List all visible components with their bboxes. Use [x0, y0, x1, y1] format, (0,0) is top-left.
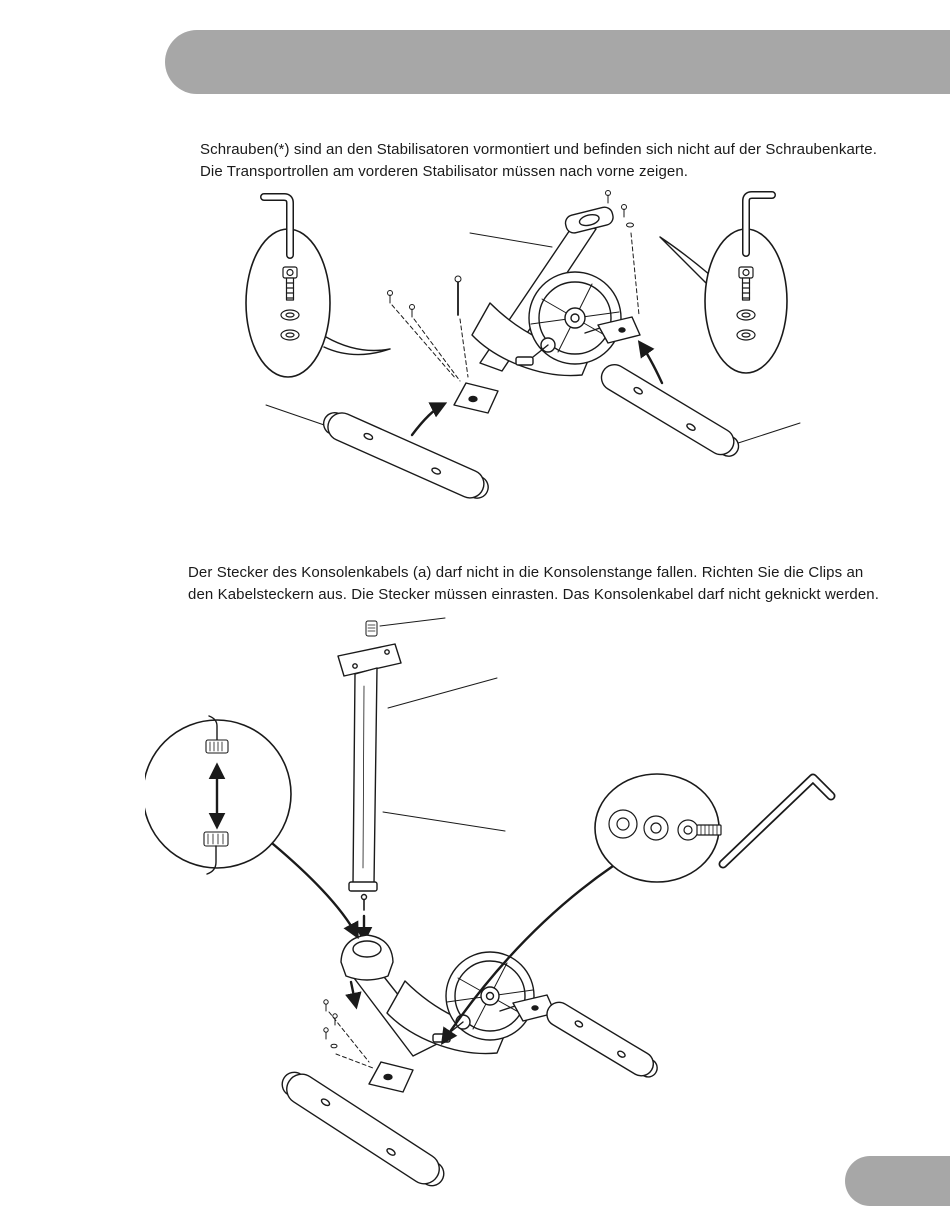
- assembly-arrow: [412, 404, 444, 435]
- assembly-illustration-step1: [240, 183, 820, 528]
- header-bar: [165, 30, 950, 94]
- assembly-arrow: [351, 982, 356, 1006]
- bike-frame: [276, 952, 662, 1193]
- instruction-line: den Kabelsteckern aus. Die Stecker müssen einrasten. Das Konsolenkabel darf nicht geknickt werden.: [188, 586, 880, 603]
- front-stabilizer: [319, 404, 493, 504]
- console-mast: [338, 621, 401, 910]
- console-mast-receiver: [341, 935, 393, 980]
- page-corner-tab: [845, 1156, 950, 1206]
- console-cable-connector: [366, 621, 377, 636]
- rear-stabilizer: [597, 343, 744, 462]
- assembly-arrow: [273, 844, 357, 936]
- instruction-line: Schrauben(*) sind an den Stabilisatoren vormontiert und befinden sich nicht auf der Schraubenkarte.: [200, 141, 877, 158]
- instruction-line: Der Stecker des Konsolenkabels (a) darf nicht in die Konsolenstange fallen. Richten Sie die Clips an: [188, 564, 864, 581]
- hex-key-icon: [723, 778, 831, 864]
- console-mast-assembly-drawing: [145, 616, 845, 1216]
- instruction-line: Die Transportrollen am vorderen Stabilisator müssen nach vorne zeigen.: [200, 163, 689, 180]
- rear-stabilizer: [543, 998, 663, 1083]
- instruction-text-step1: [200, 139, 910, 183]
- assembly-arrow: [640, 343, 662, 383]
- front-stabilizer: [276, 1065, 450, 1193]
- mounting-screws: [324, 1000, 373, 1068]
- stabilizer-assembly-drawing: [240, 183, 820, 528]
- callout-leader-lines: [380, 618, 505, 831]
- instruction-text-step2: [188, 562, 912, 606]
- cable-callout-left: [145, 716, 357, 936]
- assembly-illustration-step2: [145, 616, 845, 1216]
- hardware-callout-right: [660, 195, 787, 373]
- mounting-screws-front: [388, 276, 469, 381]
- hardware-callout-left: [246, 197, 390, 377]
